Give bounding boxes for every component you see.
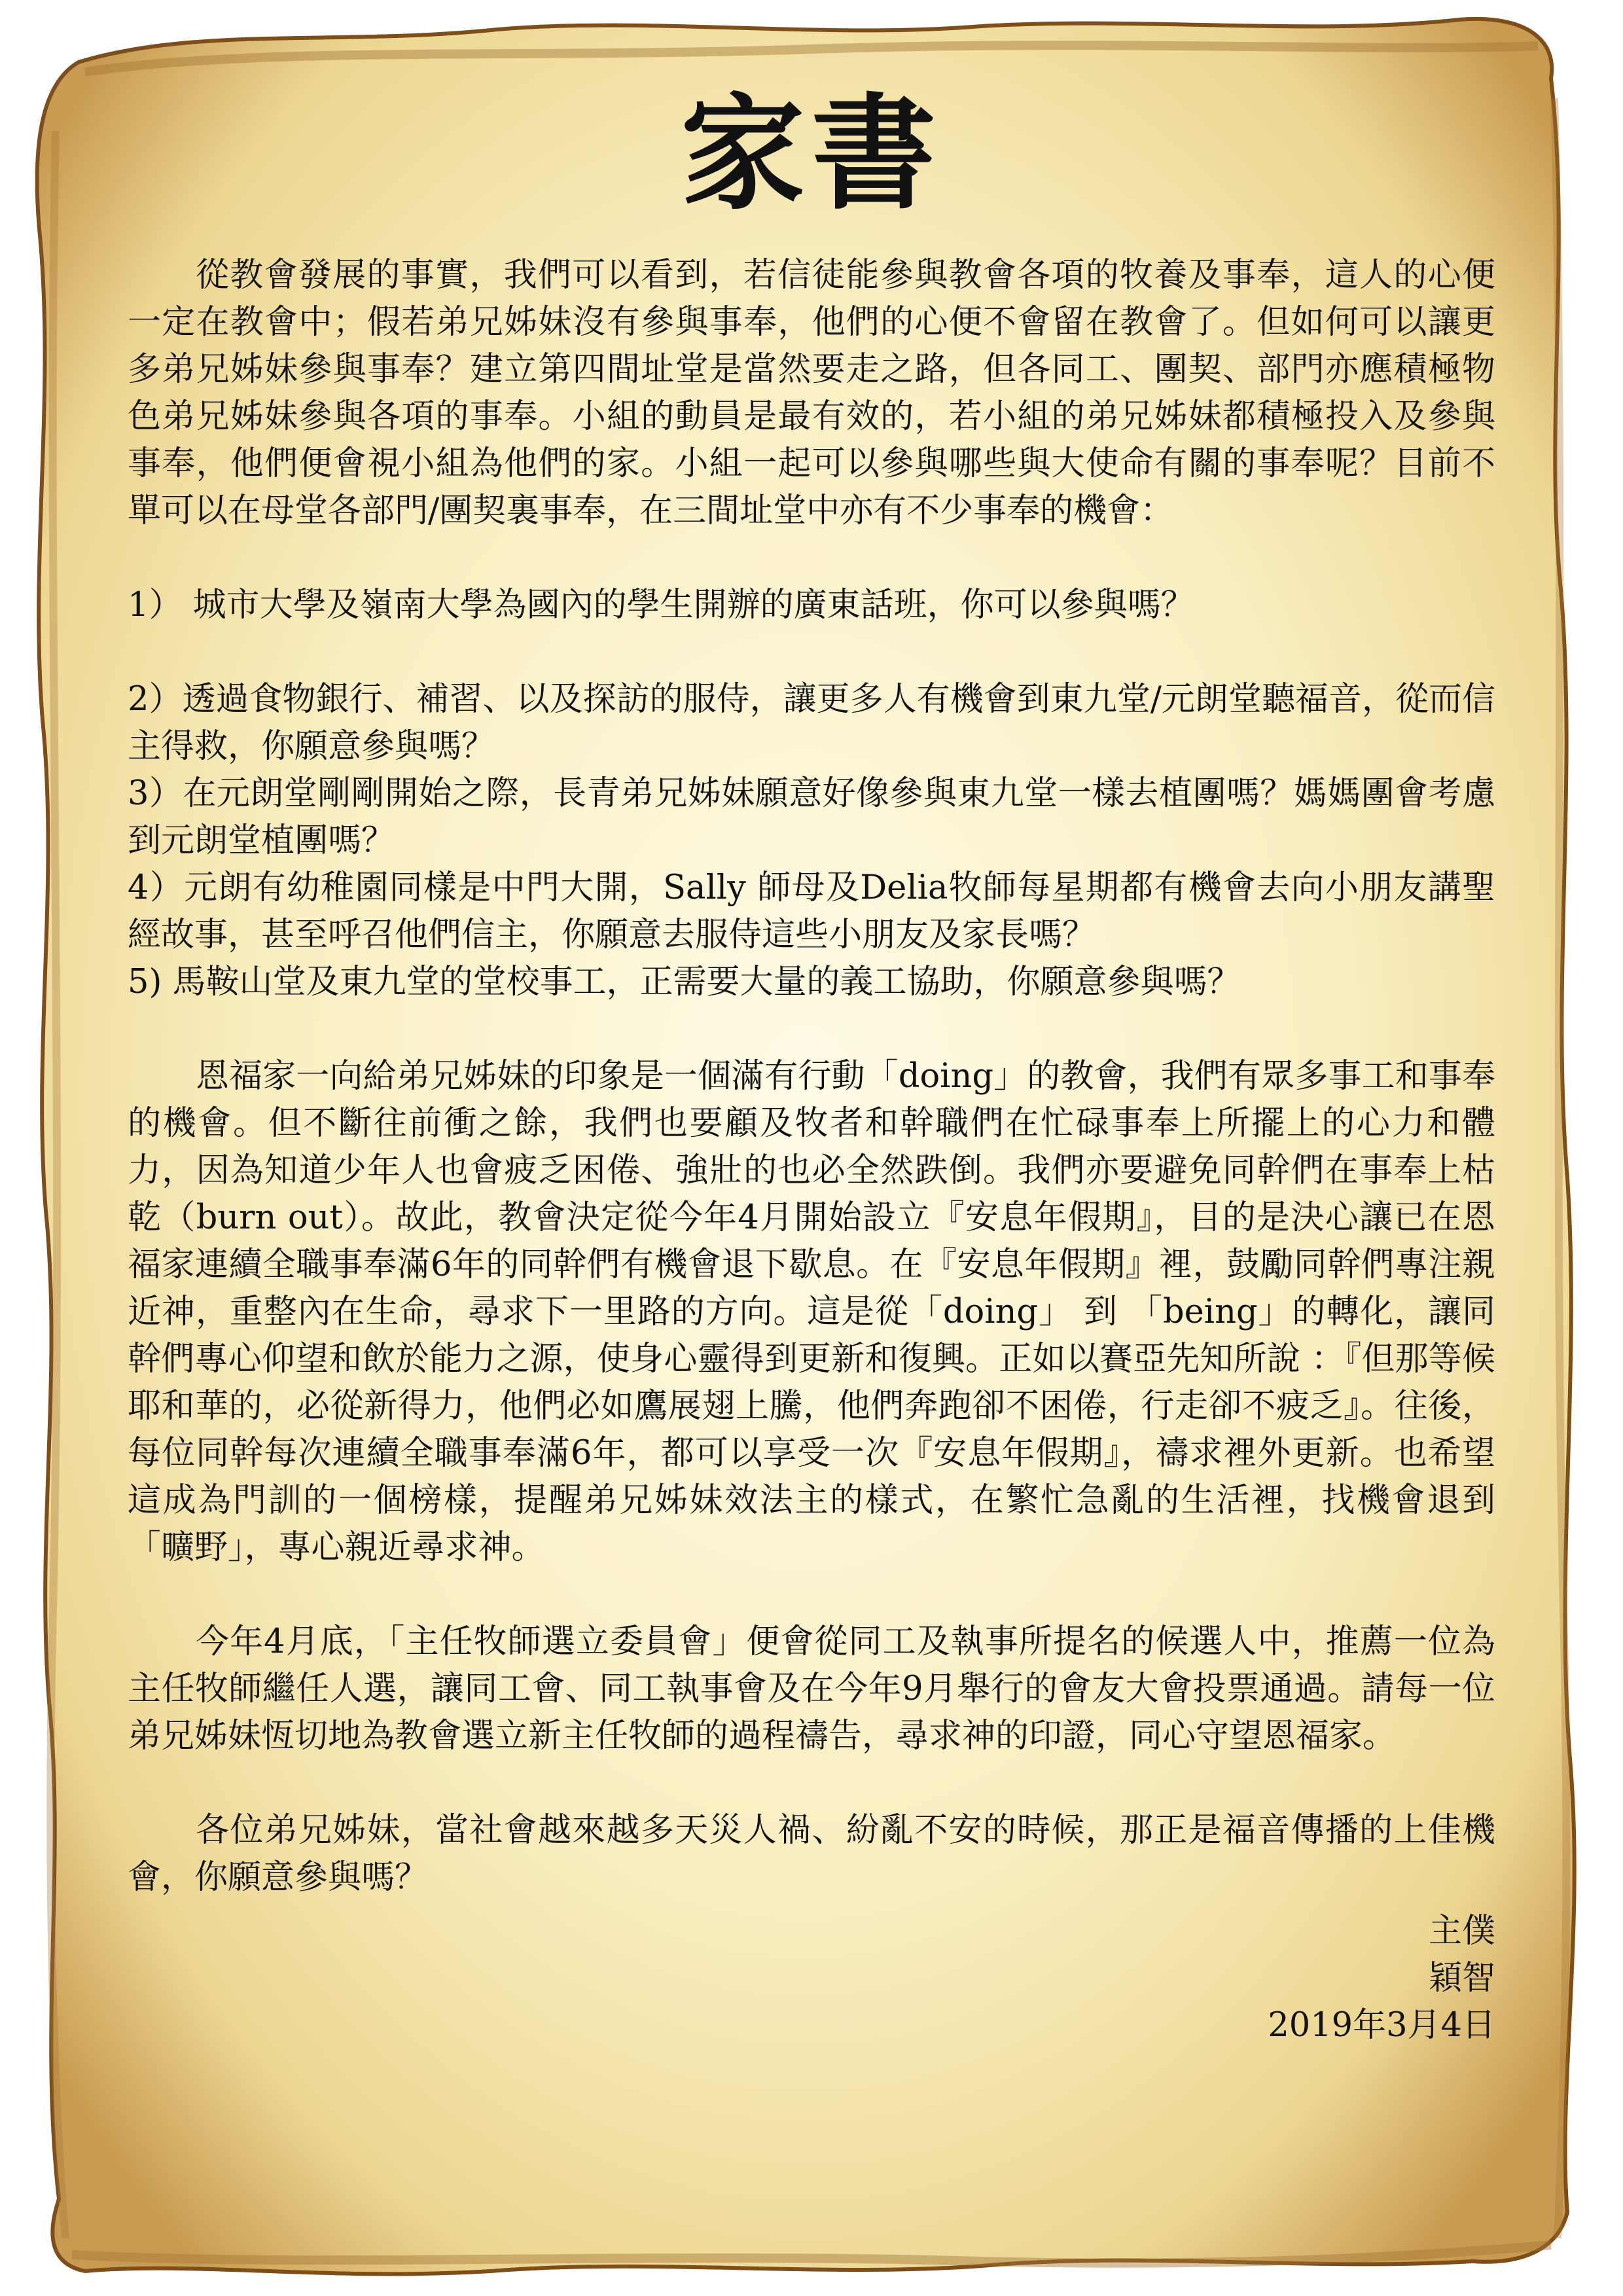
rest-paragraph: 恩福家一向給弟兄姊妹的印象是一個滿有行動「doing」的教會，我們有眾多事工和事奉的機會。但不斷往前衝之餘，我們也要顧及牧者和幹職們在忙碌事奉上所擺上的心力和體力，因為知道少年人也會疲乏困倦、強壯的也必全然跌倒。我們亦要避免同幹們在事奉上枯乾（burn out）。故此，教會決定從今年4月開始設立『安息年假期』，目的是決心讓已在恩福家連續全職事奉滿6年的同幹們有機會退下歇息。在『安息年假期』裡，鼓勵同幹們專注親近神，重整內在生命，尋求下一里路的方向。這是從「doing」 到 「being」的轉化，讓同幹們專心仰望和飲於能力之源，使身心靈得到更新和復興。正如以賽亞先知所說 ：『但那等候耶和華的，必從新得力，他們必如鷹展翅上騰，他們奔跑卻不困倦，行走卻不疲乏』。往後，每位同幹每次連續全職事奉滿6年，都可以享受一次『安息年假期』，禱求裡外更新。也希望這成為門訓的一個榜樣，提醒弟兄姊妹效法主的樣式，在繁忙急亂的生活裡，找機會退到「曠野」，專心親近尋求神。 — [128, 1057, 1495, 1567]
list-item-4: 4）元朗有幼稚園同樣是中門大開，Sally 師母及Delia牧師每星期都有機會去向小朋友講聖經故事，甚至呼召他們信主，你願意去服侍這些小朋友及家長嗎？ — [128, 869, 1495, 954]
closing-paragraph: 各位弟兄姊妹，當社會越來越多天災人禍、紛亂不安的時候，那正是福音傳播的上佳機會，你願意參與嗎？ — [128, 1811, 1495, 1897]
signature-block — [128, 1908, 1495, 2049]
signature-title: 主僕 — [1428, 1912, 1495, 1950]
signature-date: 2019年3月4日 — [1268, 2006, 1495, 2045]
spacer — [128, 629, 1495, 676]
letter-content — [128, 79, 1495, 2212]
list-item-5: 5) 馬鞍山堂及東九堂的堂校事工，正需要大量的義工協助，你願意參與嗎？ — [128, 963, 1241, 1001]
signature-name: 穎智 — [1428, 1959, 1495, 1998]
list-item-1: 1） 城市大學及嶺南大學為國內的學生開辦的廣東話班，你可以參與嗎？ — [128, 586, 1194, 624]
list-item-2: 2）透過食物銀行、補習、以及探訪的服侍，讓更多人有機會到東九堂/元朗堂聽福音，從而信主得救，你願意參與嗎？ — [128, 680, 1495, 766]
election-paragraph: 今年4月底，「主任牧師選立委員會」便會從同工及執事所提名的候選人中，推薦一位為主任牧師繼任人選，讓同工會、同工執事會及在今年9月舉行的會友大會投票通過。請每一位弟兄姊妹恆切地為教會選立新主任牧師的過程禱告，尋求神的印證，同心守望恩福家。 — [128, 1623, 1495, 1755]
spacer — [128, 1760, 1495, 1807]
spacer — [128, 1571, 1495, 1619]
spacer — [128, 1006, 1495, 1053]
list-item-3: 3）在元朗堂剛剛開始之際，長青弟兄姊妹願意好像參與東九堂一樣去植團嗎？媽媽團會考慮到元朗堂植團嗎？ — [128, 774, 1495, 860]
spacer — [128, 535, 1495, 582]
letter-title: 家書 — [680, 81, 942, 226]
intro-paragraph: 從教會發展的事實，我們可以看到，若信徒能參與教會各項的牧養及事奉，這人的心便一定在教會中；假若弟兄姊妹沒有參與事奉，他們的心便不會留在教會了。但如何可以讓更多弟兄姊妹參與事奉？建立第四間址堂是當然要走之路，但各同工、團契、部門亦應積極物色弟兄姊妹參與各項的事奉。小組的動員是最有效的，若小組的弟兄姊妹都積極投入及參與事奉，他們便會視小組為他們的家。小組一起可以參與哪些與大使命有關的事奉呢？目前不單可以在母堂各部門/團契裏事奉，在三間址堂中亦有不少事奉的機會： — [128, 256, 1495, 530]
